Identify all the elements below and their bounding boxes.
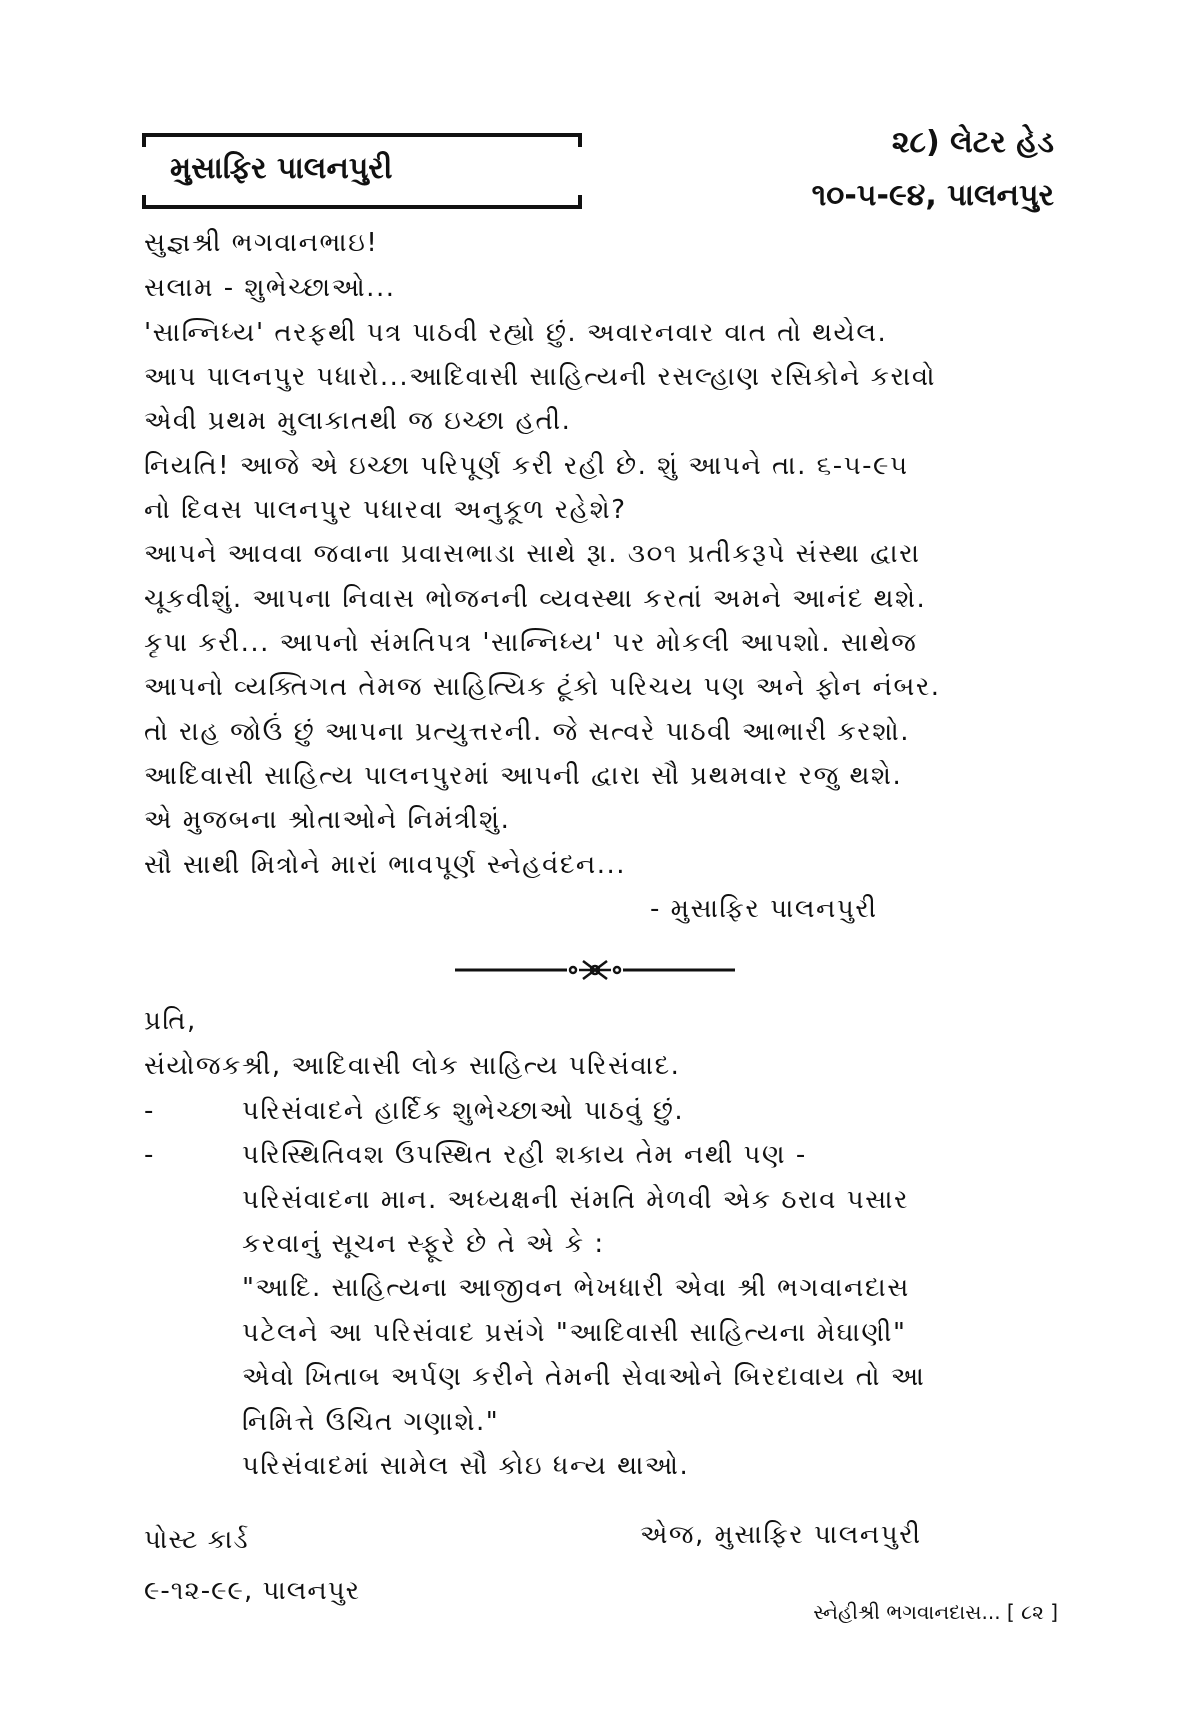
note-body-line: એવો ખિતાબ અર્પણ કરીને તેમની સેવાઓને બિરદાવાય તો આ — [242, 1362, 926, 1392]
note-point: પરિસ્થિતિવશ ઉપસ્થિત રહી શકાય તેમ નથી પણ - — [242, 1140, 807, 1170]
note-body-line: "આદિ. સાહિત્યના આજીવન ભેખધારી એવા શ્રી ભગવાનદાસ — [242, 1273, 910, 1303]
letter-line: આપને આવવા જવાના પ્રવાસભાડા સાથે રૂા. ૩૦૧ પ્રતીકરૂપે સંસ્થા દ્વારા — [144, 539, 921, 569]
letter-line: કૃપા કરી... આપનો સંમતિપત્ર 'સાન્નિધ્ય' પર મોકલી આપશો. સાથેજ — [144, 628, 918, 658]
letter-line: આપનો વ્યક્તિગત તેમજ સાહિત્યિક ટૂંકો પરિચય પણ અને ફોન નંબર. — [144, 672, 941, 702]
letterhead-corner-tl — [142, 133, 146, 147]
note-point: પરિસંવાદને હાર્દિક શુભેચ્છાઓ પાઠવું છું. — [242, 1096, 685, 1126]
note-body-line: પરિસંવાદના માન. અધ્યક્ષની સંમતિ મેળવી એક ઠરાવ પસાર — [242, 1185, 909, 1215]
letter-line: 'સાન્નિધ્ય' તરફથી પત્ર પાઠવી રહ્યો છું. અવારનવાર વાત તો થયેલ. — [144, 318, 888, 348]
letterhead-box — [142, 133, 582, 209]
letter-line: સૌ સાથી મિત્રોને મારાં ભાવપૂર્ણ સ્નેહવંદન... — [144, 850, 627, 880]
note-signature: એજ, મુસાફિર પાલનપુરી — [640, 1520, 922, 1550]
page-reference: સ્નેહીશ્રી ભગવાનદાસ... [ ૮૨ ] — [813, 1600, 1058, 1624]
letter-line: ચૂકવીશું. આપના નિવાસ ભોજનની વ્યવસ્થા કરતાં અમને આનંદ થશે. — [144, 584, 927, 614]
note-body-line: પરિસંવાદમાં સામેલ સૌ કોઇ ધન્ય થાઓ. — [242, 1451, 690, 1481]
list-dash: - — [144, 1096, 154, 1126]
letter-line: આદિવાસી સાહિત્ય પાલનપુરમાં આપની દ્વારા સૌ પ્રથમવાર રજુ થશે. — [144, 761, 903, 791]
letterhead-bottom-rule — [142, 205, 582, 209]
note-salutation: પ્રતિ, — [144, 1006, 197, 1036]
card-type: પોસ્ટ કાર્ડ — [144, 1525, 249, 1555]
letter-line: આપ પાલનપુર પધારો...આદિવાસી સાહિત્યની રસલ્હાણ રસિકોને કરાવો — [144, 362, 937, 392]
letter-line: તો રાહ જોઉં છું આપના પ્રત્યુત્તરની. જે સત્વરે પાઠવી આભારી કરશો. — [144, 717, 911, 747]
letter-signature: - મુસાફિર પાલનપુરી — [650, 894, 878, 924]
list-dash: - — [144, 1140, 154, 1170]
section-heading: ૨૮) લેટર હેડ — [891, 125, 1054, 160]
card-date-place: ૯-૧૨-૯૯, પાલનપુર — [144, 1576, 361, 1606]
letterhead-name: મુસાફિર પાલનપુરી — [170, 151, 393, 186]
letter-line: સલામ - શુભેચ્છાઓ... — [144, 273, 396, 303]
note-body-line: નિમિત્તે ઉચિત ગણાશે." — [242, 1407, 500, 1437]
note-body-line: કરવાનું સૂચન સ્ફૂરે છે તે એ કે : — [242, 1229, 605, 1259]
letter-date-place: ૧૦-૫-૯૪, પાલનપુર — [811, 178, 1054, 213]
letterhead-corner-tr — [578, 133, 582, 147]
letter-line: નિયતિ! આજે એ ઇચ્છા પરિપૂર્ણ કરી રહી છે. શું આપને તા. ૬-૫-૯૫ — [144, 451, 909, 481]
note-addressee: સંયોજકશ્રી, આદિવાસી લોક સાહિત્ય પરિસંવાદ. — [144, 1051, 681, 1081]
letter-line: સુજ્ઞશ્રી ભગવાનભાઇ! — [144, 228, 379, 258]
letter-line: એ મુજબના શ્રોતાઓને નિમંત્રીશું. — [144, 805, 511, 835]
ornament-divider — [455, 958, 735, 982]
letter-line: નો દિવસ પાલનપુર પધારવા અનુકૂળ રહેશે? — [144, 495, 627, 525]
letterhead-top-rule — [142, 133, 582, 137]
letter-line: એવી પ્રથમ મુલાકાતથી જ ઇચ્છા હતી. — [144, 406, 572, 436]
note-body-line: પટેલને આ પરિસંવાદ પ્રસંગે "આદિવાસી સાહિત્યના મેઘાણી" — [242, 1318, 907, 1348]
